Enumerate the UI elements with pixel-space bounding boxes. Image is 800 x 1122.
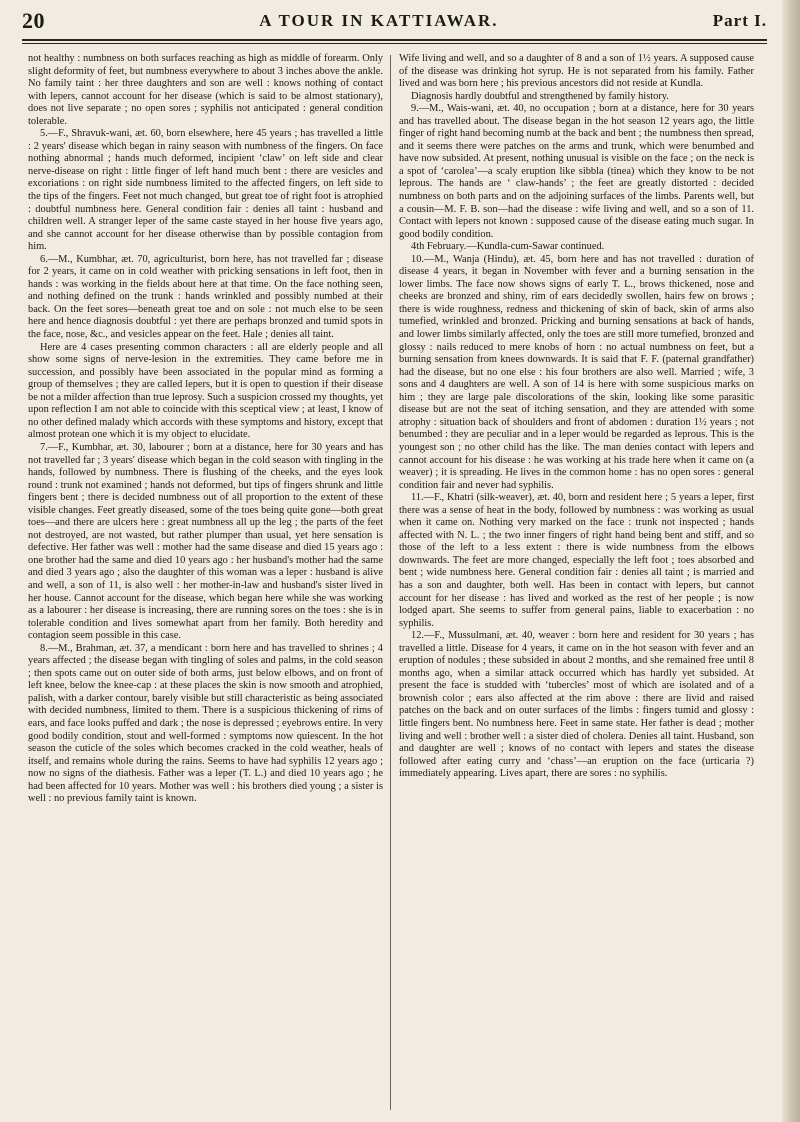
paragraph: 9.—M., Wais-wani, æt. 40, no occupation ; born at a distance, here for 30 years and has travelled about. The disease began in the hot season 12 years ago, the little finger of right hand becoming numb at the back and bent ; the numbness then spread, and it seems there were patches on the arms and trunk, which were benumbed and have now subsided. At present, nothing unusual is visible on the face ; on the neck is a spot of ‘carolea’—a scaly eruption like sibbla (tinea) which they know to be not leprous. The hands are ‘ claw-hands’ ; the feet are greatly distorted : decided numbness on both parts and on the adjoining surfaces of the limbs. Parents well, but a cousin—M. F. B. son—had the disease : wife living and well, and so a son of 11. Contact with lepers not known : supposed cause of the disease eating much sugar. In good bodily condition. bbox=[399, 103, 754, 240]
right-column bbox=[399, 53, 754, 1113]
header-rule bbox=[22, 39, 767, 41]
page-header bbox=[22, 6, 767, 36]
paragraph: 8.—M., Brahman, æt. 37, a mendicant : born here and has travelled to shrines ; 4 years affected ; the disease began with tingling of soles and palms, in the cold season ; then spots came out on outer side of both arms, just below elbows, and on front of left knee, below the knee-cap : at these places the skin is now smooth and atrophied, palish, with a darker contour, barely visible but still characteristic as being associated with decided numbness, limited to them. There is a suspicious thickening of rims of ears, and face looks puffed and dark ; the nose is depressed ; eyebrows entire. In very good bodily condition, stout and well-formed : symptoms now quiescent. In the hot season the cuticle of the soles which becomes cracked in the cold weather, heals of itself, and remains whole during the rains. Seems to have had syphilis 12 years ago ; now no signs of the diathesis. Father was a leper (T. L.) and died 10 years ago ; he had been affected for 10 years. Mother was well : his brothers died young ; a sister is well : no previous family taint is known. bbox=[28, 642, 383, 805]
page-number: 20 bbox=[22, 8, 45, 33]
header-rule-thin bbox=[22, 43, 767, 44]
left-column bbox=[28, 53, 383, 1113]
paragraph: not healthy : numbness on both surfaces reaching as high as middle of forearm. Only slight deformity of feet, but numbness everywhere to about 3 inches above the ankle. No family taint : her three daughters and son are well : knows nothing of contact with lepers, cannot account for her disease (which is said to be almost stationary), does not live separate ; no open sores ; syphilis not anticipated : general condition tolerable. bbox=[28, 53, 383, 127]
paragraph: 7.—F., Kumbhar, æt. 30, labourer ; born at a distance, here for 30 years and has not travelled far ; 3 years' disease which began in the cold season with tingling in the hands, followed by numbness. There is flushing of the cheeks, and the eyes look round : trunk not examined ; hands not deformed, but tips of fingers shrunk and little fingers bent ; there is decided numbness out of all proportion to the extent of these visible changes. Feet greatly diseased, some of the toes being quite gone—both great toes—and there are ulcers here : great numbness all up the leg ; the parts of the feet not destroyed, are not wasted, but rather plumper than usual, yet here sensation is defective. Her father was well : mother had the same disease and died 15 years ago : one brother had the same and died 10 years ago : her husband's mother had the same and died 3 years ago ; also the daughter of this woman was a leper : husband is alive and well, a son of 11, is also well : her mother-in-law and husband's sister lived in her house. Cannot account for the disease, which began here while she was working as a labourer : her disease is increasing, there are running sores on the toes : she is in tolerable condition and lives somewhat apart from her family. Both heredity and contagion seem possible in this case. bbox=[28, 441, 383, 642]
paragraph: Diagnosis hardly doubtful and strengthened by family history. bbox=[411, 90, 669, 102]
paragraph: 10.—M., Wanja (Hindu), æt. 45, born here and has not travelled : duration of disease 4 years, it began in November with fever and a burning sensation in the lower limbs. The face now shows signs of early T. L., brows thickened, nose and cheeks are bronzed and shiny, rim of ears decidedly swollen, hairs few on brows ; there is wide roughness, redness and thickening of skin of back, skin of arms also tumefied, wrinkled and bronzed. Pricking and burning sensations at back of hands, and lower limbs similarly affected, only the toes are still more tumefied, bronzed and glossy : nails reduced to mere knobs of horn : no actual numbness on feet, but a burning sensation from knees downwards. It is said that F. F. (paternal grandfather) had the disease, but no one else : his four brothers are also well. Married ; wife, 3 sons and 4 daughters are well. A son of 14 is here with some suspicious marks on him ; they are large pale discolorations of the skin, looking like some parasitic disease but are not the seat of itching sensation, and they are attended with some atrophy : situation back of shoulders and front of abdomen : duration 1½ years ; not benumbed : they are peculiar and in a leper would be regarded as leprous. This is the youngest son ; no other child has the like. The man denies contact with lepers and cannot account for his disease : he was working at his trade here when it came on (a weaver) ; it is spreading. He lives in the common home : has no open sores : general condition fair and never had syphilis. bbox=[399, 253, 754, 491]
running-title: A TOUR IN KATTIAWAR. bbox=[259, 11, 499, 30]
part-label: Part I. bbox=[712, 11, 767, 30]
page-edge-shadow bbox=[782, 0, 800, 1122]
paragraph: Wife living and well, and so a daughter of 8 and a son of 1½ years. A supposed cause of the disease was drinking hot syrup. He is not separated from his family. Father lived and was born here ; his previous ancestors did not reside at Kundla. bbox=[399, 53, 754, 90]
paragraph: 6.—M., Kumbhar, æt. 70, agriculturist, born here, has not travelled far ; disease for 2 years, it came on in cold weather with pricking sensations in left foot, then in hands : was working in the fields about here at that time. On the face nothing seen, and nothing defined on the trunk : hands wrinkled and possibly numbed at their back. On the feet sores—beneath great toe and on sole : not much else to be seen here and hence diagnosis doubtful : yet there are perhaps bronzed and tumid spots in the face, nose, &c., and vesicles appear on the feet. Hale ; denies all taint. bbox=[28, 253, 383, 341]
paragraph: 5.—F., Shravuk-wani, æt. 60, born elsewhere, here 45 years ; has travelled a little : 2 years' disease which began in rainy season with numbness of the fingers. On face nothing abnormal ; hands much deformed, incipient ‘claw’ on left side and clear nerve-disease on right : little finger of left hand much bent : there are vesicles and excoriations : on right side numbness limited to the affected fingers, on left side to the tips of the fingers. Feet not much changed, but great toe of right foot is atrophied : doubtful numbness here. General condition fair : denies all taint : husband and children well. A stranger leper of the same caste stayed in her house five years ago, and she cannot account for her disease otherwise than by possible contagion from him. bbox=[28, 128, 383, 253]
paragraph: 11.—F., Khatri (silk-weaver), æt. 40, born and resident here ; 5 years a leper, first there was a sense of heat in the body, followed by numbness : was working as usual when it came on. Nothing very marked on the face : trunk not inspected ; hands affected with N. L. ; the two inner fingers of right hand being bent and stiff, and so those of the left to a less extent : there is wide numbness from the elbows downwards. The feet are more changed, especially the left foot ; toes absorbed and bent ; wide numbness here. General condition fair : denies all taint ; is married and has a son and daughter, both well. Has been in contact with lepers, but cannot account for her disease : has lived and worked as the rest of her people ; is now lodged apart. She seems to suffer from general pains, liable to exacerbation : no syphilis. bbox=[399, 492, 754, 629]
column-divider bbox=[390, 55, 391, 1110]
paragraph: 12.—F., Mussulmani, æt. 40, weaver : born here and resident for 30 years ; has travelled a little. Disease for 4 years, it came on in the hot season with fever and an eruption of nodules ; these subsided in about 2 months, and she remained free until 8 months ago, when a similar attack occurred which has hardly yet subsided. At present the face is studded with ‘tubercles’ most of which are isolated and of a brownish color ; ears also affected at the rim above : there are livid and raised patches on the back and on outer surfaces of the limbs : fingers tumid and glossy : little fingers bent. No numbness here. Feet in same state. Her father is dead ; mother living and well : brother well : a sister died of cholera. Denies all taint. Husband, son and daughter are well ; knows of no contact with lepers and states the disease followed after eating curry and ‘chass’—an eruption on the face (urticaria ?) immediately appearing. Lives apart, there are sores : no syphilis. bbox=[399, 630, 754, 780]
date-subheading: 4th February.—Kundla-cum-Sawar continued. bbox=[411, 241, 605, 253]
paragraph: Here are 4 cases presenting common characters : all are elderly people and all show some signs of nerve-lesion in the extremities. They came before me in succession, and possibly have been associated in the popular mind as forming a group of themselves ; they are called lepers, but it is open to question if their disease be not a milder affection than true leprosy. Such a suspicion crossed my thoughts, yet upon reflection I am not able to coincide with this sceptical view ; at least, I know of no other defined malady which accords with these symptoms and history, except that almost protean one which it is my object to elucidate. bbox=[28, 341, 383, 441]
